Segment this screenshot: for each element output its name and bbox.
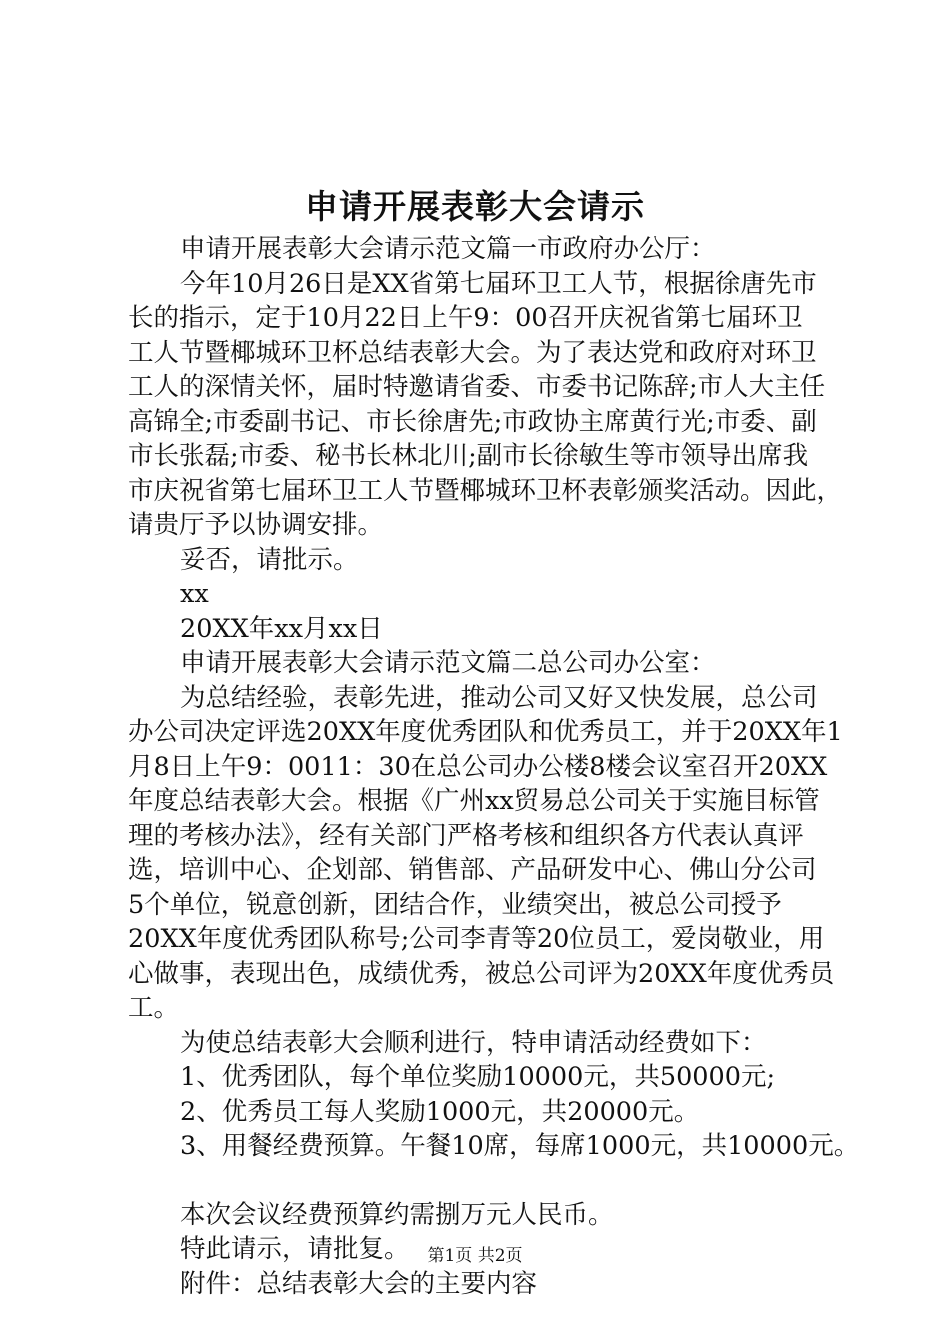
paragraph-line: 选，培训中心、企划部、销售部、产品研发中心、佛山分公司 xyxy=(128,855,817,885)
attachment-line: 附件：总结表彰大会的主要内容 xyxy=(180,1268,538,1299)
paragraph-line: 妥否，请批示。 xyxy=(180,544,359,575)
signature-date: 20XX年xx月xx日 xyxy=(180,613,383,644)
document-title: 申请开展表彰大会请示 xyxy=(305,187,645,226)
paragraph-line: 年度总结表彰大会。根据《广州xx贸易总公司关于实施目标管 xyxy=(128,786,820,816)
list-item: 1、优秀团队，每个单位奖励10000元，共50000元; xyxy=(180,1062,776,1092)
paragraph-line: 为使总结表彰大会顺利进行，特申请活动经费如下： xyxy=(180,1027,767,1058)
paragraph-line: 市长张磊;市委、秘书长林北川;副市长徐敏生等市领导出席我 xyxy=(128,441,809,471)
paragraph-line: 市庆祝省第七届环卫工人节暨椰城环卫杯表彰颁奖活动。因此， xyxy=(128,475,843,506)
paragraph-line: 20XX年度优秀团队称号;公司李青等20位员工，爱岗敬业，用 xyxy=(128,924,825,954)
paragraph-line: 特此请示，请批复。 xyxy=(180,1234,410,1264)
paragraph-line: 工人节暨椰城环卫杯总结表彰大会。为了表达党和政府对环卫 xyxy=(128,337,817,368)
signature-name: xx xyxy=(180,579,209,609)
blank-line xyxy=(128,1164,828,1198)
paragraph-line: 工人的深情关怀，届时特邀请省委、市委书记陈辞;市人大主任 xyxy=(128,372,826,402)
paragraph-line: 请贵厅予以协调安排。 xyxy=(128,510,384,540)
paragraph-line: 心做事，表现出色，成绩优秀，被总公司评为20XX年度优秀员 xyxy=(128,958,835,989)
paragraph-line: 月8日上午9：0011：30在总公司办公楼8楼会议室召开20XX xyxy=(128,751,828,782)
paragraph-line: 本次会议经费预算约需捌万元人民币。 xyxy=(180,1199,614,1230)
list-item: 2、优秀员工每人奖励1000元，共20000元。 xyxy=(180,1096,700,1127)
list-item: 3、用餐经费预算。午餐10席，每席1000元，共10000元。 xyxy=(180,1131,860,1161)
paragraph-line: 长的指示，定于10月22日上午9：00召开庆祝省第七届环卫 xyxy=(128,303,803,333)
paragraph-line: 理的考核办法》，经有关部门严格考核和组织各方代表认真评 xyxy=(128,820,804,851)
paragraph-line: 高锦全;市委副书记、市长徐唐先;市政协主席黄行光;市委、副 xyxy=(128,406,817,437)
paragraph-line: 申请开展表彰大会请示范文篇二总公司办公室： xyxy=(180,648,716,678)
paragraph-line: 5个单位，锐意创新，团结合作，业绩突出，被总公司授予 xyxy=(128,889,782,920)
paragraph-line: 为总结经验，表彰先进，推动公司又好又快发展，总公司 xyxy=(180,682,818,713)
paragraph-line: 申请开展表彰大会请示范文篇一市政府办公厅： xyxy=(180,234,716,264)
paragraph-line: 今年10月26日是XX省第七届环卫工人节，根据徐唐先市 xyxy=(180,268,817,299)
paragraph-line: 办公司决定评选20XX年度优秀团队和优秀员工，并于20XX年1 xyxy=(128,717,843,747)
paragraph-line: 工。 xyxy=(128,993,180,1023)
page-footer: 第1页 共2页 xyxy=(427,1246,523,1266)
document-body xyxy=(128,232,860,1301)
